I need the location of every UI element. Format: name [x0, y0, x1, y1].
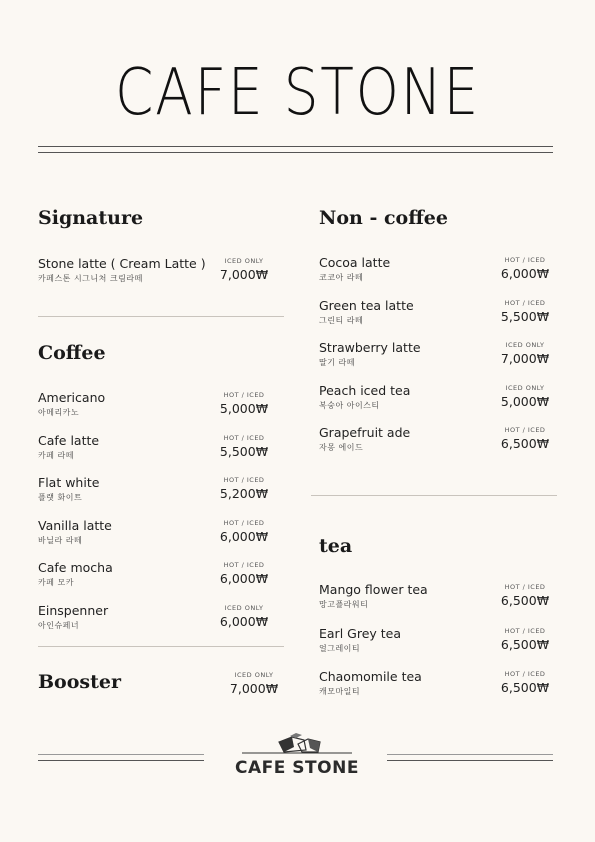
item-price: 5,500₩: [500, 308, 550, 324]
item-tag: HOT / ICED: [223, 518, 265, 527]
item-name: Chaomomile tea: [319, 669, 422, 684]
item-name-korean: 플랫 화이트: [38, 493, 83, 502]
footer-rule-right-bottom: [387, 760, 553, 761]
item-name: Earl Grey tea: [319, 625, 402, 641]
item-name: Cocoa latte: [319, 255, 391, 270]
section-title-tea: tea: [319, 535, 353, 557]
item-name-korean: 그린티 라떼: [319, 315, 364, 325]
item-price: 7,000₩: [229, 681, 279, 696]
item-price: 6,500₩: [500, 636, 550, 652]
title-rule-bottom: [38, 152, 553, 153]
item-price: 5,200₩: [219, 486, 269, 501]
item-price: 6,500₩: [500, 436, 550, 451]
menu-item: [38, 433, 272, 473]
menu-item: [319, 255, 553, 295]
item-name-korean: 아메리카노: [38, 408, 80, 417]
item-tag: ICED ONLY: [505, 383, 545, 392]
footer-rule-left-bottom: [38, 760, 204, 761]
menu-item: [319, 340, 553, 380]
section-title-booster: Booster: [38, 671, 121, 693]
item-name-korean: 캐모마일티: [319, 687, 361, 696]
section-title-coffee: Coffee: [38, 342, 106, 364]
item-tag: ICED ONLY: [505, 341, 545, 349]
item-price: 6,000₩: [500, 266, 550, 281]
menu-item: [319, 383, 553, 423]
item-name-korean: 바닐라 라떼: [38, 535, 83, 545]
stone-icon: [224, 732, 370, 760]
item-tag: HOT / ICED: [223, 391, 265, 399]
menu-item: [319, 425, 553, 465]
item-price: 7,000₩: [219, 267, 269, 282]
item-tag: HOT / ICED: [504, 256, 546, 264]
menu-item: [319, 626, 553, 666]
menu-item: [38, 603, 272, 643]
item-tag: HOT / ICED: [504, 298, 546, 307]
item-name: Americano: [38, 390, 106, 405]
menu-item: [319, 298, 553, 338]
item-tag: HOT / ICED: [223, 433, 265, 442]
item-name-korean: 딸기 라떼: [319, 358, 355, 367]
item-name: Green tea latte: [319, 297, 414, 313]
menu-item: [38, 518, 272, 558]
footer-rule-right-top: [387, 754, 553, 755]
section-title-signature: Signature: [38, 207, 144, 229]
menu-item: [38, 560, 272, 600]
item-name-korean: 망고플라워티: [319, 600, 369, 609]
menu-item: [319, 582, 553, 622]
item-tag: HOT / ICED: [504, 670, 546, 678]
item-name-korean: 자몽 에이드: [319, 443, 364, 452]
item-tag: ICED ONLY: [234, 671, 274, 679]
item-price: 6,500₩: [500, 593, 550, 608]
item-name-korean: 카페 모카: [38, 578, 74, 587]
item-name: Flat white: [38, 475, 100, 490]
item-tag: HOT / ICED: [504, 583, 546, 591]
item-name-korean: 복숭아 아이스티: [319, 400, 380, 410]
item-name: Grapefruit ade: [319, 425, 411, 440]
item-name-korean: 코코아 라떼: [319, 273, 364, 282]
menu-item: [38, 256, 272, 296]
item-name: Mango flower tea: [319, 582, 428, 597]
item-price: 5,000₩: [500, 393, 550, 409]
item-tag: ICED ONLY: [224, 603, 264, 612]
item-name: Strawberry latte: [319, 340, 421, 355]
item-name-korean: 카페스톤 시그니처 크림라떼: [38, 274, 143, 283]
divider: [38, 316, 284, 317]
footer-rule-left-top: [38, 754, 204, 755]
booster-item: [48, 670, 282, 710]
item-price: 6,000₩: [219, 528, 269, 544]
item-price: 7,000₩: [500, 351, 550, 366]
item-tag: HOT / ICED: [223, 561, 265, 569]
item-name: Einspenner: [38, 602, 109, 618]
item-name: Vanilla latte: [38, 517, 112, 533]
logo-wordmark: CAFE STONE: [235, 758, 359, 778]
item-price: 5,000₩: [219, 401, 269, 416]
item-price: 6,500₩: [500, 680, 550, 695]
item-name-korean: 얼그레이티: [319, 643, 361, 653]
item-price: 6,000₩: [219, 571, 269, 586]
menu-title: CAFE STONE: [114, 56, 481, 130]
item-name-korean: 아인슈페너: [38, 620, 80, 630]
item-name: Cafe latte: [38, 432, 100, 448]
item-tag: HOT / ICED: [504, 626, 546, 635]
item-tag: HOT / ICED: [223, 476, 265, 484]
item-name: Stone latte ( Cream Latte ): [38, 256, 206, 271]
item-name: Cafe mocha: [38, 560, 113, 575]
menu-item: [319, 669, 553, 709]
menu-item: [38, 390, 272, 430]
item-tag: ICED ONLY: [224, 257, 264, 265]
item-tag: HOT / ICED: [504, 426, 546, 434]
cafe-logo: [224, 732, 370, 782]
divider: [38, 646, 284, 647]
item-name-korean: 카페 라떼: [38, 450, 74, 460]
menu-item: [38, 475, 272, 515]
section-title-noncoffee: Non - coffee: [319, 207, 448, 229]
item-price: 6,000₩: [219, 613, 269, 629]
item-name: Peach iced tea: [319, 382, 411, 398]
item-price: 5,500₩: [219, 443, 269, 459]
divider: [311, 495, 557, 496]
title-rule-top: [38, 146, 553, 147]
